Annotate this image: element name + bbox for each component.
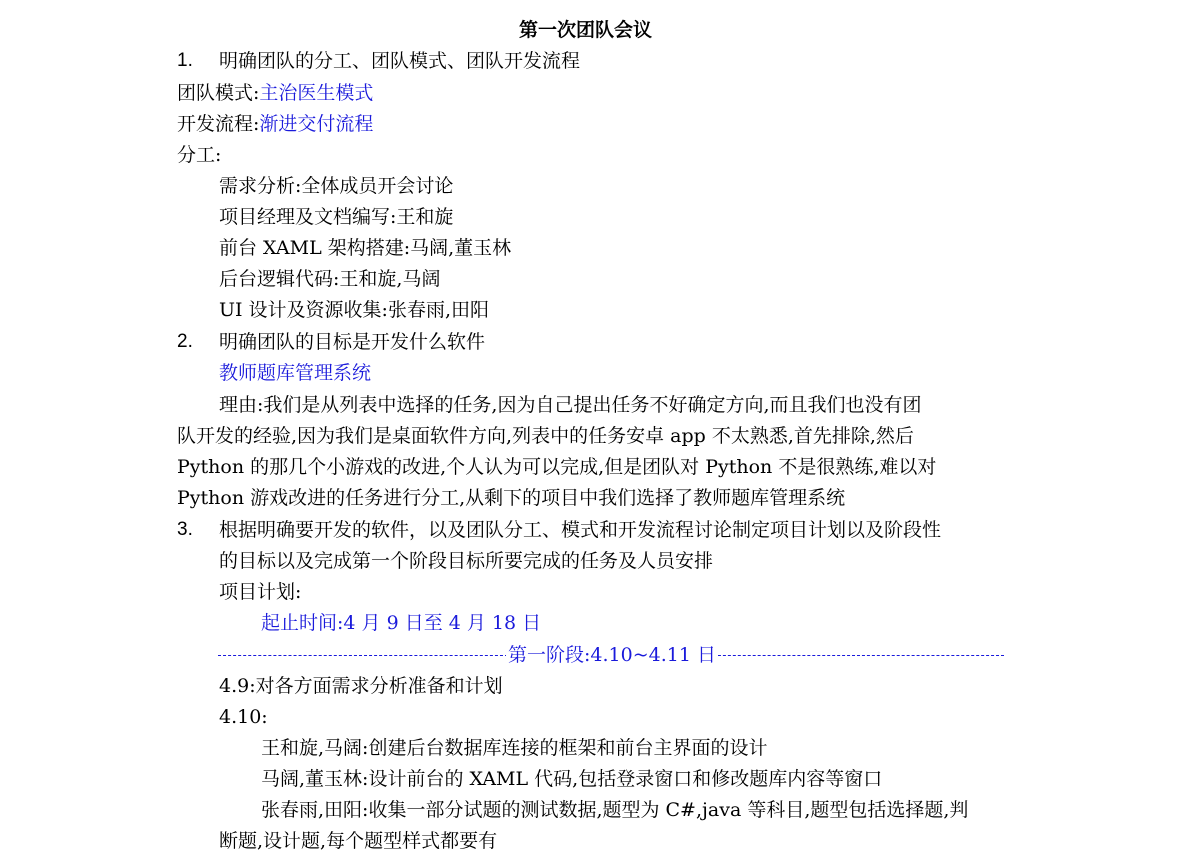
division-label: 分工: — [177, 144, 222, 166]
stage-label: 第一阶段:4.10~4.11 日 — [508, 644, 716, 666]
item2-text: 明确团队的目标是开发什么软件 — [219, 331, 486, 353]
dev-process-value: 渐进交付流程 — [259, 113, 374, 135]
reason-line: Python 的那几个小游戏的改进,个人认为可以完成,但是团队对 Python 不是很熟练,难以对 — [177, 456, 937, 478]
task-line: 断题,设计题,每个题型样式都要有 — [219, 830, 498, 852]
day-49-line: 4.9:对各方面需求分析准备和计划 — [219, 675, 503, 697]
dev-process-line — [177, 113, 373, 137]
task-line: 马阔,董玉林:设计前台的 XAML 代码,包括登录窗口和修改题库内容等窗口 — [261, 768, 883, 790]
reason-line: 队开发的经验,因为我们是桌面软件方向,列表中的任务安卓 app 不太熟悉,首先排除,然后 — [177, 425, 914, 447]
document-title: 第一次团队会议 — [519, 19, 653, 41]
team-mode-label: 团队模式: — [177, 82, 260, 104]
dev-process-label: 开发流程: — [177, 113, 260, 135]
division-item: 前台 XAML 架构搭建:马阔,董玉林 — [219, 237, 512, 259]
divider-dash-left — [218, 655, 508, 656]
item1-text: 明确团队的分工、团队模式、团队开发流程 — [219, 50, 581, 72]
division-item: 后台逻辑代码:王和旋,马阔 — [219, 268, 441, 290]
item1-number: 1. — [177, 50, 193, 71]
day-410-label: 4.10: — [219, 706, 268, 728]
division-item: 项目经理及文档编写:王和旋 — [219, 206, 454, 228]
division-item: UI 设计及资源收集:张春雨,田阳 — [219, 299, 489, 321]
plan-label: 项目计划: — [219, 581, 302, 603]
period-text: 起止时间:4 月 9 日至 4 月 18 日 — [261, 612, 542, 634]
item2-number: 2. — [177, 331, 193, 352]
reason-line: Python 游戏改进的任务进行分工,从剩下的项目中我们选择了教师题库管理系统 — [177, 487, 846, 509]
team-mode-line — [177, 82, 373, 106]
task-line: 王和旋,马阔:创建后台数据库连接的框架和前台主界面的设计 — [261, 737, 768, 759]
reason-line: 理由:我们是从列表中选择的任务,因为自己提出任务不好确定方向,而且我们也没有团 — [219, 394, 922, 416]
task-line: 张春雨,田阳:收集一部分试题的测试数据,题型为 C#,java 等科目,题型包括选择题,判 — [261, 799, 969, 821]
division-item: 需求分析:全体成员开会讨论 — [219, 175, 454, 197]
divider-dash-right — [708, 655, 1004, 656]
stage-divider — [218, 644, 1004, 668]
team-mode-value: 主治医生模式 — [259, 82, 374, 104]
item3-line: 根据明确要开发的软件，以及团队分工、模式和开发流程讨论制定项目计划以及阶段性 — [219, 519, 942, 541]
item3-number: 3. — [177, 519, 193, 540]
item3-line: 的目标以及完成第一个阶段目标所要完成的任务及人员安排 — [219, 550, 714, 572]
goal-text: 教师题库管理系统 — [219, 362, 372, 384]
